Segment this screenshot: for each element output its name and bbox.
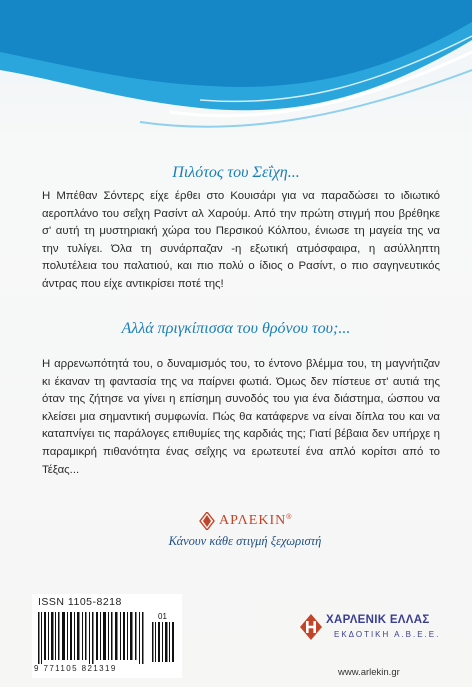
heading-teaser-1: Πιλότος του Σεΐχη... (172, 164, 300, 181)
barcode-box (32, 594, 182, 678)
harlequin-mark-icon (199, 512, 215, 530)
brand-name: ΑΡΛΕΚΙΝ (219, 513, 287, 528)
barcode-icon (36, 610, 178, 666)
publisher-name: ΧΑΡΛΕΝΙΚ ΕΛΛΑΣ (326, 614, 430, 626)
brand-tagline: Κάνουν κάθε στιγμή ξεχωριστή (168, 534, 322, 549)
harlenic-h-mark-icon (300, 614, 322, 640)
heading-teaser-2: Αλλά πριγκίπισσα του θρόνου του;... (121, 320, 351, 337)
publisher-subtitle: ΕΚΔΟΤΙΚΗ Α.Β.Ε.Ε. (334, 630, 441, 639)
barcode-number: 9 771105 821319 (34, 664, 117, 673)
barcode-addon: 01 (158, 612, 167, 621)
issn-label: ISSN 1105-8218 (38, 596, 122, 608)
arlekin-logo (150, 512, 340, 549)
blurb-paragraph-1: Η Μπέθαν Σόντερς είχε έρθει στο Κουισάρι για να παραδώσει το ιδιωτικό αεροπλάνο του σεΐχη Ρασίντ αλ Χαρούμ. Από την πρώτη στιγμή που βρέθηκε σ' αυτή τη μυστηριακή χώρα του Περσικού Κόλπου, ένιωσε τη μαγεία της να την τυλίγει. Όλα τη συνάρπαζαν -η εξωτική ατμόσφαιρα, η ασύλληπτη πολυτέλεια του παλατιού, και πιο πολύ ο ίδιος ο Ρασίντ, ο πιο σαγηνευτικός άντρας που είχε αντικρίσει ποτέ της! (42, 190, 440, 290)
registered-mark: ® (286, 513, 292, 521)
publisher-website: www.arlekin.gr (338, 667, 400, 678)
wave-decoration (0, 0, 472, 140)
blurb-paragraph-2: Η αρρενωπότητά του, ο δυναμισμός του, το έντονο βλέμμα του, τη μαγνήτιζαν κι έκαναν τη φαντασία της να παίρνει φωτιά. Όμως δεν πίστευε στ' αυτιά της όταν της ζήτησε να γίνει η επίσημη συνοδός του για ένα διάστημα, ώσπου να κλείσει μια σημαντική συμφωνία. Πώς θα κατάφερνε να είναι δίπλα του και να καταπνίγει τις παράλογες επιθυμίες της καρδιάς της; Γιατί βέβαια δεν υπήρχε η παραμικρή πιθανότητα ένας σεΐχης να ερωτευτεί ένα απλό κορίτσι από το Τέξας... (42, 358, 440, 476)
